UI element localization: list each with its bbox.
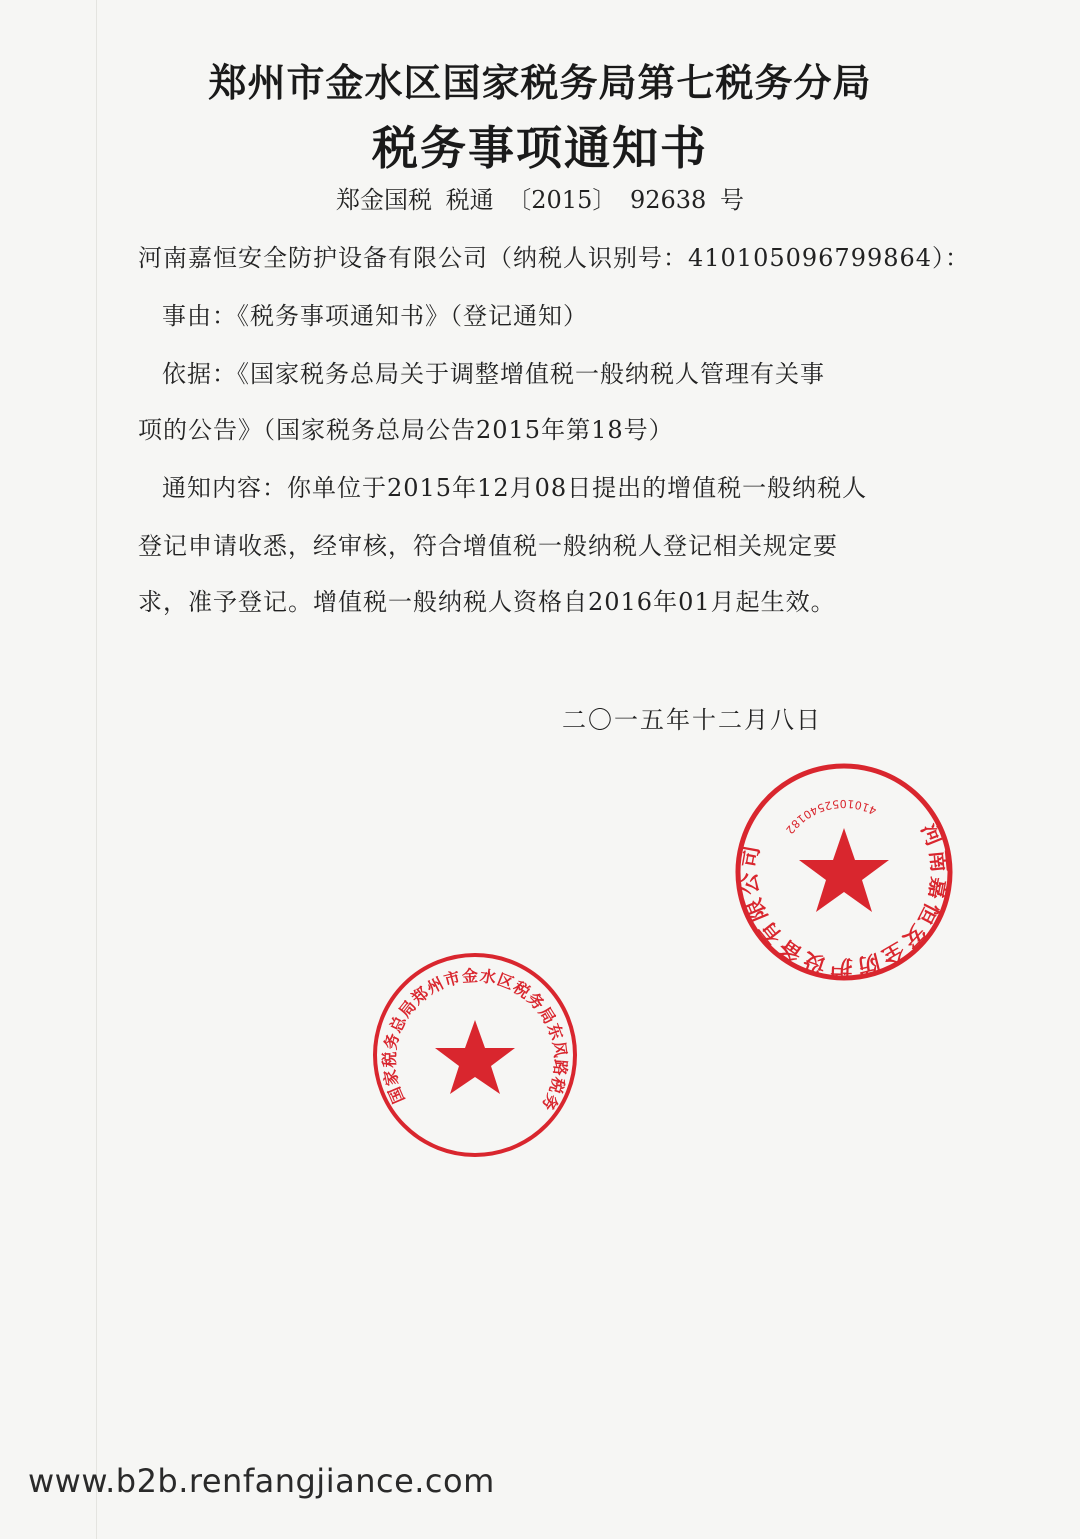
scan-edge-line <box>96 0 97 1539</box>
basis-line-2: 项的公告》（国家税务总局公告2015年第18号） <box>138 416 674 444</box>
content-line-2: 登记申请收悉，经审核，符合增值税一般纳税人登记相关规定要 <box>138 532 838 560</box>
tax-office-seal-graphic <box>370 950 580 1160</box>
star-icon <box>435 1020 515 1094</box>
doc-number: 郑金国税 税通 〔2015〕 92638 号 <box>336 186 744 214</box>
svg-text:4101052540182: 4101052540182 <box>782 796 879 838</box>
content-line-1: 通知内容：你单位于2015年12月08日提出的增值税一般纳税人 <box>162 474 868 502</box>
org-title: 郑州市金水区国家税务局第七税务分局 <box>208 60 872 105</box>
content-line-3: 求，准予登记。增值税一般纳税人资格自2016年01月起生效。 <box>138 588 836 616</box>
doc-title: 税务事项通知书 <box>372 121 708 175</box>
issue-date: 二〇一五年十二月八日 <box>562 706 822 734</box>
company-seal-graphic <box>732 760 956 984</box>
tax-office-seal <box>370 950 580 1160</box>
star-icon <box>799 828 889 912</box>
company-seal <box>732 760 956 984</box>
reason-line: 事由：《税务事项通知书》（登记通知） <box>162 302 588 330</box>
addressee-line: 河南嘉恒安全防护设备有限公司（纳税人识别号：410105096799864）： <box>138 244 971 272</box>
site-watermark: www.b2b.renfangjiance.com <box>28 1462 495 1500</box>
svg-text:河南嘉恒安全防护设备有限公司: 河南嘉恒安全防护设备有限公司 <box>735 820 953 981</box>
svg-text:国家税务总局郑州市金水区税务局东风路税务分局: 国家税务总局郑州市金水区税务局东风路税务 <box>379 965 571 1115</box>
basis-line-1: 依据：《国家税务总局关于调整增值税一般纳税人管理有关事 <box>162 360 825 388</box>
